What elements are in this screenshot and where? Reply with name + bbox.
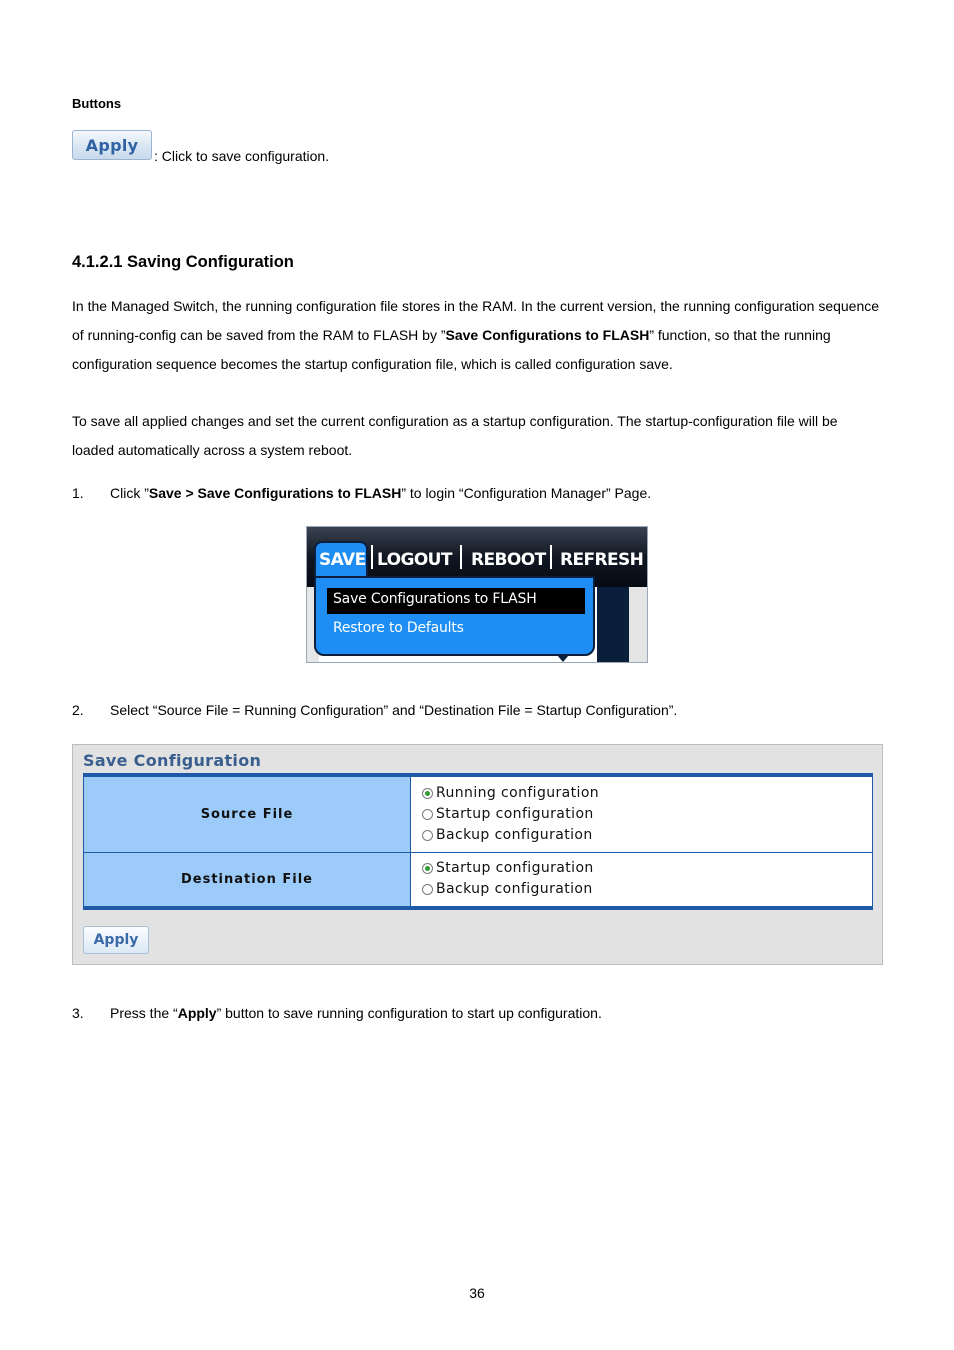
step-3-number: 3. <box>72 1005 84 1021</box>
apply-button-sample[interactable]: Apply <box>72 130 152 160</box>
dest-option-backup-label: Backup configuration <box>436 881 593 897</box>
step-1-number: 1. <box>72 485 84 501</box>
source-option-startup-label: Startup configuration <box>436 806 594 822</box>
step-2-text: Select “Source File = Running Configuration” and “Destination File = Startup Configuration”. <box>110 702 678 718</box>
paragraph-1 <box>72 292 882 378</box>
menu-tab-reboot[interactable]: REBOOT <box>471 550 546 570</box>
radio-icon[interactable] <box>422 809 433 820</box>
buttons-heading: Buttons <box>72 96 122 111</box>
source-file-label: Source File <box>84 777 411 852</box>
step-3-post: ” button to save running configuration to start up configuration. <box>216 1005 602 1021</box>
source-option-backup-label: Backup configuration <box>436 827 593 843</box>
step-1-bold: Save > Save Configurations to FLASH <box>148 485 402 501</box>
chevron-down-icon <box>557 655 569 662</box>
step-1-post: ” to login “Configuration Manager” Page. <box>401 485 652 501</box>
menu-tab-logout[interactable]: LOGOUT <box>377 550 452 570</box>
source-option-startup[interactable] <box>422 804 594 824</box>
source-file-row <box>84 777 872 853</box>
dropdown-item-restore-defaults[interactable]: Restore to Defaults <box>333 620 464 636</box>
config-table <box>83 773 873 910</box>
dropdown-item-save-flash[interactable]: Save Configurations to FLASH <box>333 591 537 607</box>
paragraph-2: To save all applied changes and set the current configuration as a startup configuration. The startup-configuration file will be loaded automatically across a system reboot. <box>72 413 838 458</box>
dest-option-startup-label: Startup configuration <box>436 860 594 876</box>
apply-description: : Click to save configuration. <box>154 148 330 164</box>
menu-separator <box>550 545 552 569</box>
menu-screenshot <box>306 526 648 663</box>
menu-tab-refresh[interactable]: REFRESH <box>560 550 644 570</box>
destination-file-label: Destination File <box>84 853 411 906</box>
dest-option-backup[interactable] <box>422 879 593 899</box>
step-3-pre: Press the “ <box>110 1005 178 1021</box>
save-configuration-panel <box>72 744 883 965</box>
radio-icon[interactable] <box>422 830 433 841</box>
step-2-number: 2. <box>72 702 84 718</box>
panel-title: Save Configuration <box>83 751 262 770</box>
paragraph-1-bold: Save Configurations to FLASH <box>445 326 650 343</box>
background-panel <box>629 587 648 663</box>
dest-option-startup[interactable] <box>422 858 594 878</box>
step-1-pre: Click ” <box>110 485 149 501</box>
page-number: 36 <box>469 1285 485 1301</box>
paragraph-1-text-b: ” function, so that the running configuration sequence becomes the startup configuration file, which is called configuration save. <box>72 326 831 372</box>
step-3-text <box>110 1004 602 1022</box>
source-option-running[interactable] <box>422 783 599 803</box>
menu-separator <box>371 545 373 569</box>
apply-button[interactable]: Apply <box>83 926 149 954</box>
source-option-backup[interactable] <box>422 825 593 845</box>
radio-icon[interactable] <box>422 884 433 895</box>
paragraph-1-text-a: In the Managed Switch, the running configuration file stores in the RAM. In the current version, the running configuration sequence of running-config can be saved from the RAM to FLASH by ” <box>72 298 880 343</box>
step-1-text <box>110 484 651 502</box>
radio-selected-icon[interactable] <box>422 788 433 799</box>
destination-file-row <box>84 853 872 906</box>
source-option-running-label: Running configuration <box>436 785 600 801</box>
section-title: 4.1.2.1 Saving Configuration <box>72 253 294 271</box>
background-panel <box>597 587 629 663</box>
save-dropdown <box>314 576 595 656</box>
step-3-bold: Apply <box>177 1005 217 1021</box>
menu-separator <box>460 545 462 569</box>
radio-selected-icon[interactable] <box>422 863 433 874</box>
menu-tab-save[interactable]: SAVE <box>319 550 366 570</box>
